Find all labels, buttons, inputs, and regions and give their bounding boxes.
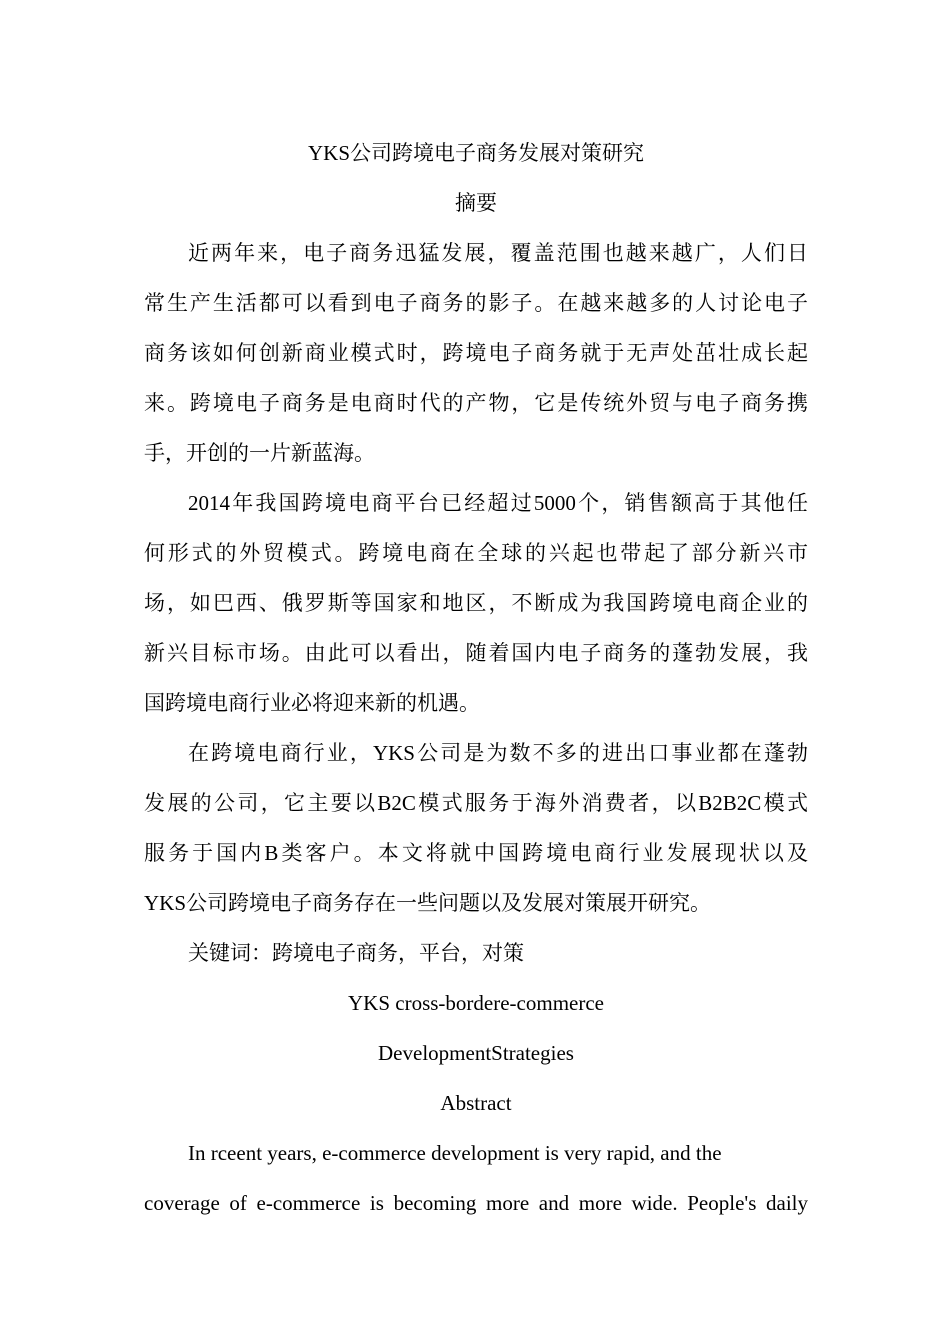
paragraph-line: In rceent years, e-commerce development is very rapid, and the [188,1141,722,1165]
paragraph-line: YKS公司跨境电子商务存在一些问题以及发展对策展开研究。 [144,891,712,915]
paragraph-line: 来。跨境电子商务是电商时代的产物，它是传统外贸与电子商务携 [144,391,808,415]
paragraph-line: 近两年来，电子商务迅猛发展，覆盖范围也越来越广，人们日 [188,241,808,265]
paragraph-line: 新兴目标市场。由此可以看出，随着国内电子商务的蓬勃发展，我 [144,641,808,665]
paragraph-line: 2014年我国跨境电商平台已经超过5000个，销售额高于其他任 [188,491,808,515]
paragraph-line: 商务该如何创新商业模式时，跨境电子商务就于无声处茁壮成长起 [144,341,808,365]
english-abstract-heading: Abstract [440,1091,512,1115]
abstract-paragraph-3 [144,728,808,928]
paragraph-line: 国跨境电商行业必将迎来新的机遇。 [144,691,480,715]
paragraph-line: coverage of e-commerce is becoming more and more wide. People's daily [144,1191,808,1215]
abstract-heading: 摘要 [455,191,497,215]
abstract-paragraph-2 [144,478,808,728]
paragraph-line: 发展的公司，它主要以B2C模式服务于海外消费者，以B2B2C模式 [144,791,808,815]
paragraph-line: 常生产生活都可以看到电子商务的影子。在越来越多的人讨论电子 [144,291,808,315]
paragraph-line: 何形式的外贸模式。跨境电商在全球的兴起也带起了部分新兴市 [144,541,808,565]
english-title-line-1: YKS cross-bordere-commerce [348,991,604,1015]
paragraph-line: 在跨境电商行业，YKS公司是为数不多的进出口事业都在蓬勃 [188,741,808,765]
document-title: YKS公司跨境电子商务发展对策研究 [307,141,644,165]
english-title-line-2: DevelopmentStrategies [378,1041,574,1065]
document-body [144,128,808,1228]
keywords: 关键词：跨境电子商务，平台，对策 [188,941,524,965]
paragraph-line: 手，开创的一片新蓝海。 [144,441,375,465]
paragraph-line: 服务于国内B类客户。本文将就中国跨境电商行业发展现状以及 [144,841,808,865]
paragraph-line: 场，如巴西、俄罗斯等国家和地区，不断成为我国跨境电商企业的 [144,591,808,615]
english-abstract-paragraph-1 [144,1128,808,1228]
abstract-paragraph-1 [144,228,808,478]
